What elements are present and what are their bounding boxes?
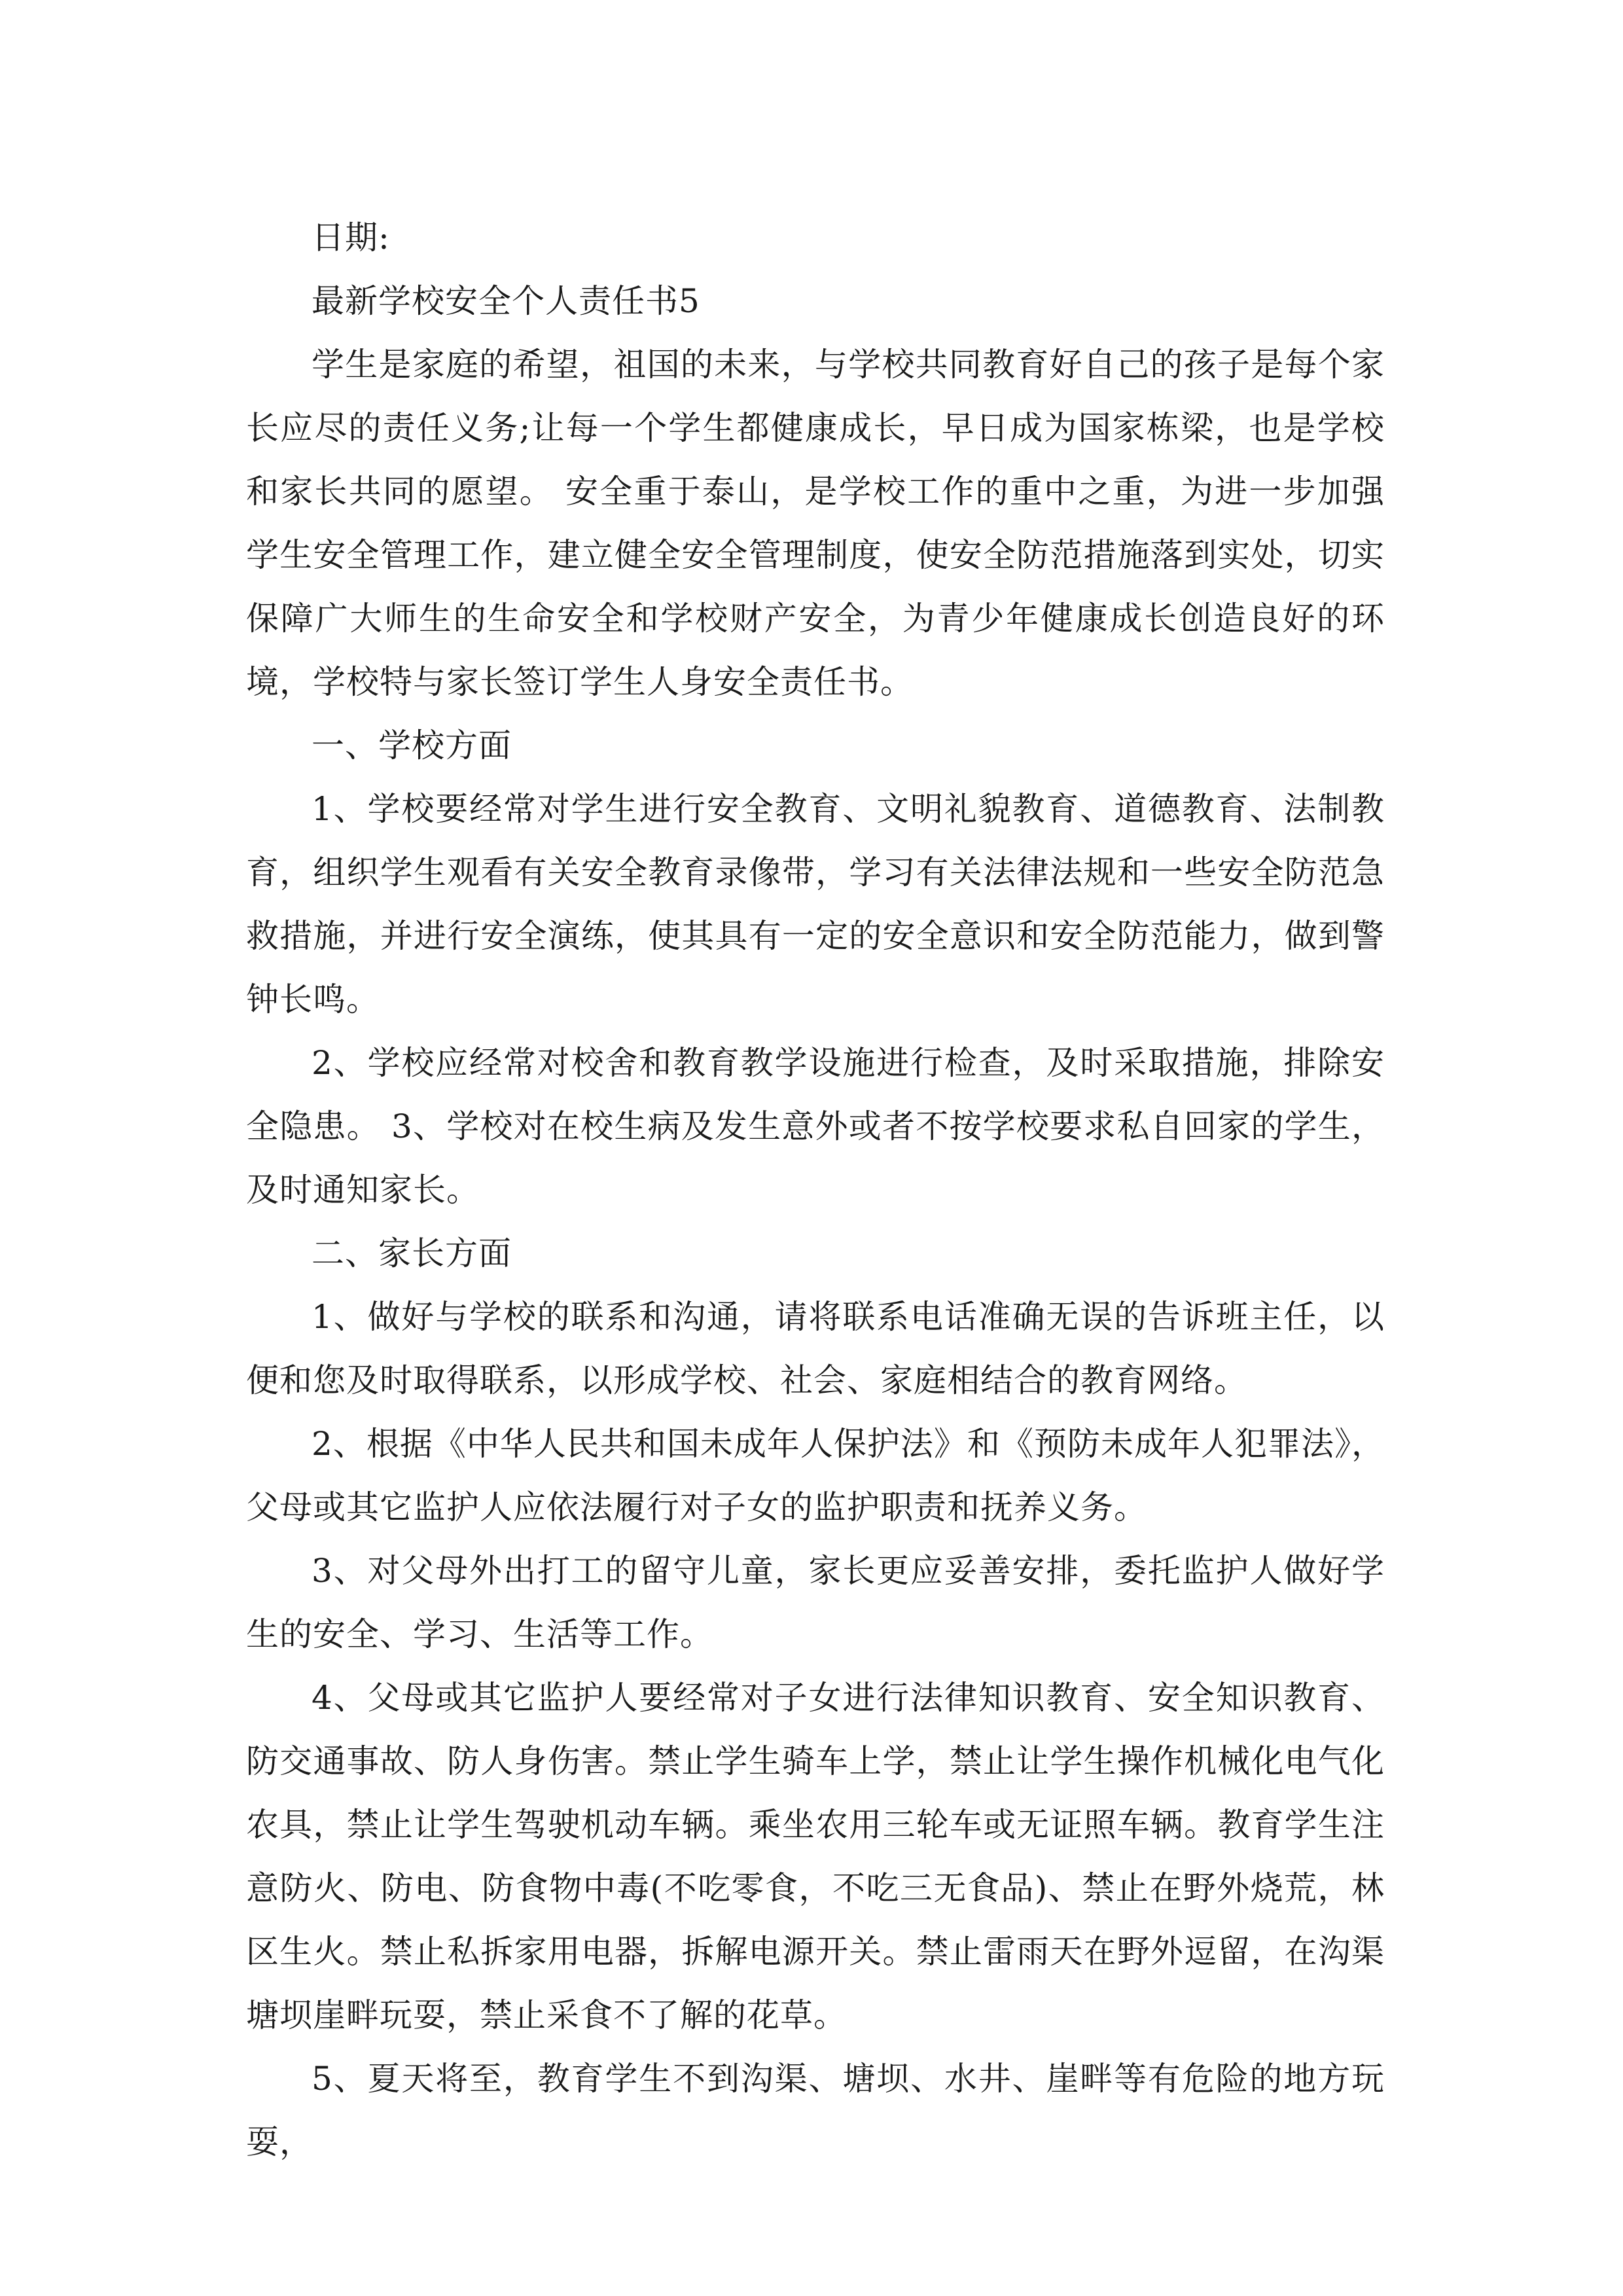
parent-item-1: 1、做好与学校的联系和沟通，请将联系电话准确无误的告诉班主任，以便和您及时取得联系，以形成学校、社会、家庭相结合的教育网络。 — [246, 1298, 1385, 1399]
document-title: 最新学校安全个人责任书5 — [312, 282, 700, 320]
parent-item-4: 4、父母或其它监护人要经常对子女进行法律知识教育、安全知识教育、防交通事故、防人身伤害。禁止学生骑车上学，禁止让学生操作机械化电气化农具，禁止让学生驾驶机动车辆。乘坐农用三轮车或无证照车辆。教育学生注意防火、防电、防食物中毒(不吃零食，不吃三无食品)、禁止在野外烧荒，林区生火。禁止私拆家用电器，拆解电源开关。禁止雷雨天在野外逗留，在沟渠塘坝崖畔玩耍，禁止采食不了解的花草。 — [246, 1679, 1385, 2034]
section-heading-parents: 二、家长方面 — [312, 1234, 512, 1272]
parent-item-5: 5、夏天将至，教育学生不到沟渠、塘坝、水井、崖畔等有危险的地方玩耍， — [246, 2060, 1385, 2161]
section-heading-school: 一、学校方面 — [312, 726, 512, 764]
intro-paragraph: 学生是家庭的希望，祖国的未来，与学校共同教育好自己的孩子是每个家长应尽的责任义务;让每一个学生都健康成长，早日成为国家栋梁，也是学校和家长共同的愿望。 安全重于泰山，是学校工作的重中之重，为进一步加强学生安全管理工作，建立健全安全管理制度，使安全防范措施落到实处，切实保障广大师生的生命安全和学校财产安全，为青少年健康成长创造良好的环境，学校特与家长签订学生人身安全责任书。 — [246, 346, 1385, 701]
document-body — [246, 206, 1385, 2174]
parent-item-3: 3、对父母外出打工的留守儿童，家长更应妥善安排，委托监护人做好学生的安全、学习、生活等工作。 — [246, 1552, 1385, 1653]
date-line: 日期: — [312, 219, 390, 257]
parent-item-2: 2、根据《中华人民共和国未成年人保护法》和《预防未成年人犯罪法》，父母或其它监护人应依法履行对子女的监护职责和抚养义务。 — [246, 1425, 1385, 1526]
school-item-2-3: 2、学校应经常对校舍和教育教学设施进行检查，及时采取措施，排除安全隐患。 3、学校对在校生病及发生意外或者不按学校要求私自回家的学生，及时通知家长。 — [246, 1044, 1385, 1209]
school-item-1: 1、学校要经常对学生进行安全教育、文明礼貌教育、道德教育、法制教育，组织学生观看有关安全教育录像带，学习有关法律法规和一些安全防范急救措施，并进行安全演练，使其具有一定的安全意识和安全防范能力，做到警钟长鸣。 — [246, 790, 1385, 1018]
